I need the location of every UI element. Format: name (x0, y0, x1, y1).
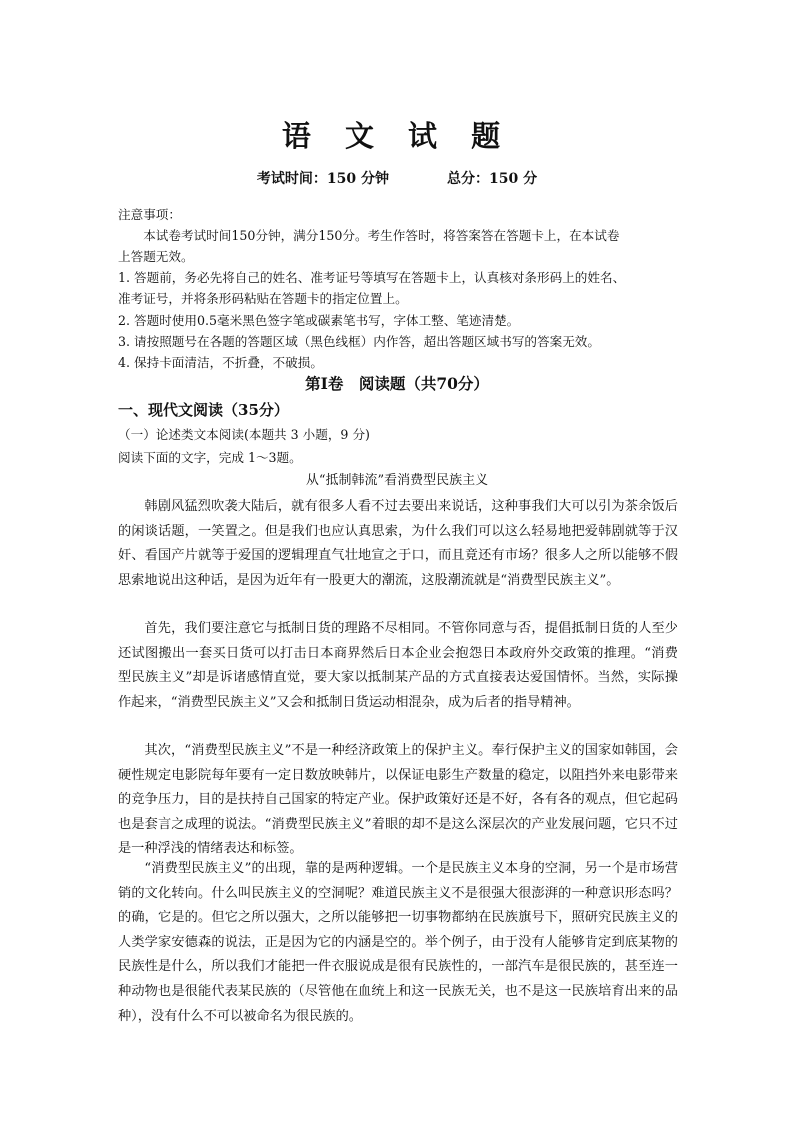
notice-line: 本试卷考试时间150分钟，满分150分。考生作答时，将答案答在答题卡上，在本试卷 (118, 228, 620, 243)
article-title: 从“抵制韩流”看消费型民族主义 (305, 473, 489, 488)
notice-line: 上答题无效。 (118, 249, 194, 264)
total-score: 总分：150 分 (447, 171, 538, 187)
notice-heading: 注意事项： (118, 207, 181, 222)
article-paragraph: 其次，“消费型民族主义”不是一种经济政策上的保护主义。奉行保护主义的国家如韩国，会硬性规定电影院每年要有一定日数放映韩片，以保证电影生产数量的稳定，以阻挡外来电影带来的竞争压力，目的是扶持自己国家的特定产业。保护政策好还是不好，各有各的观点，但它起码也是套言之成理的说法。“消费型民族主义”着眼的却不是这么深层次的产业发展问题，它只不过是一种浮浅的情绪表达和标签。 (118, 743, 678, 857)
section-heading: 一、现代文阅读（35分） (118, 401, 289, 419)
instruction: 阅读下面的文字，完成 1～3题。 (118, 450, 302, 465)
exam-info (0, 168, 794, 190)
exam-title: 语 文 试 题 (281, 119, 513, 153)
exam-time: 考试时间：150 分钟 (256, 171, 389, 187)
article-paragraph: “消费型民族主义”的出现，靠的是两种逻辑。一个是民族主义本身的空洞，另一个是市场营销的文化转向。什么叫民族主义的空洞呢？难道民族主义不是很强大很澎湃的一种意识形态吗？的确，它是的。但它之所以强大，之所以能够把一切事物都纳在民族旗号下，照研究民族主义的人类学家安德森的说法，正是因为它的内涵是空的。举个例子，由于没有人能够肯定到底某物的民族性是什么，所以我们才能把一件衣服说成是很有民族性的，一部汽车是很民族的，甚至连一种动物也是很能代表某民族的（尽管他在血统上和这一民族无关，也不是这一民族培育出来的品种），没有什么不可以被命名为很民族的。 (118, 861, 678, 1024)
notice-line: 1. 答题前，务必先将自己的姓名、准考证号等填写在答题卡上，认真核对条形码上的姓名、 (118, 270, 626, 285)
part1-heading: 第Ⅰ卷 阅读题（共70分） (305, 374, 489, 393)
notice-line: 2. 答题时使用0.5毫米黑色签字笔或碳素笔书写，字体工整、笔迹清楚。 (118, 313, 520, 328)
article-paragraph: 首先，我们要注意它与抵制日货的理路不尽相同。不管你同意与否，提倡抵制日货的人至少还试图搬出一套买日货可以打击日本商界然后日本企业会抱怨日本政府外交政策的推理。“消费型民族主义”却是诉诸感情直觉，要大家以抵制某产品的方式直接表达爱国情怀。当然，实际操作起来，“消费型民族主义”又会和抵制日货运动相混杂，成为后者的指导精神。 (118, 621, 678, 710)
article-paragraph: 韩剧风猛烈吹袭大陆后，就有很多人看不过去要出来说话，这种事我们大可以引为茶余饭后的闲谈话题，一笑置之。但是我们也应认真思索，为什么我们可以这么轻易地把爱韩剧就等于汉奸、看国产片就等于爱国的逻辑理直气壮地宣之于口，而且竟还有市场？很多人之所以能够不假思索地说出这种话，是因为近年有一股更大的潮流，这股潮流就是“消费型民族主义”。 (118, 499, 678, 588)
notice-line: 准考证号，并将条形码粘贴在答题卡的指定位置上。 (118, 291, 408, 306)
subsection-heading: （一）论述类文本阅读(本题共 3 小题，9 分) (118, 427, 370, 442)
notice-line: 3. 请按照题号在各题的答题区域（黑色线框）内作答，超出答题区域书写的答案无效。 (118, 334, 600, 349)
notice-line: 4. 保持卡面清洁，不折叠，不破损。 (118, 355, 323, 370)
